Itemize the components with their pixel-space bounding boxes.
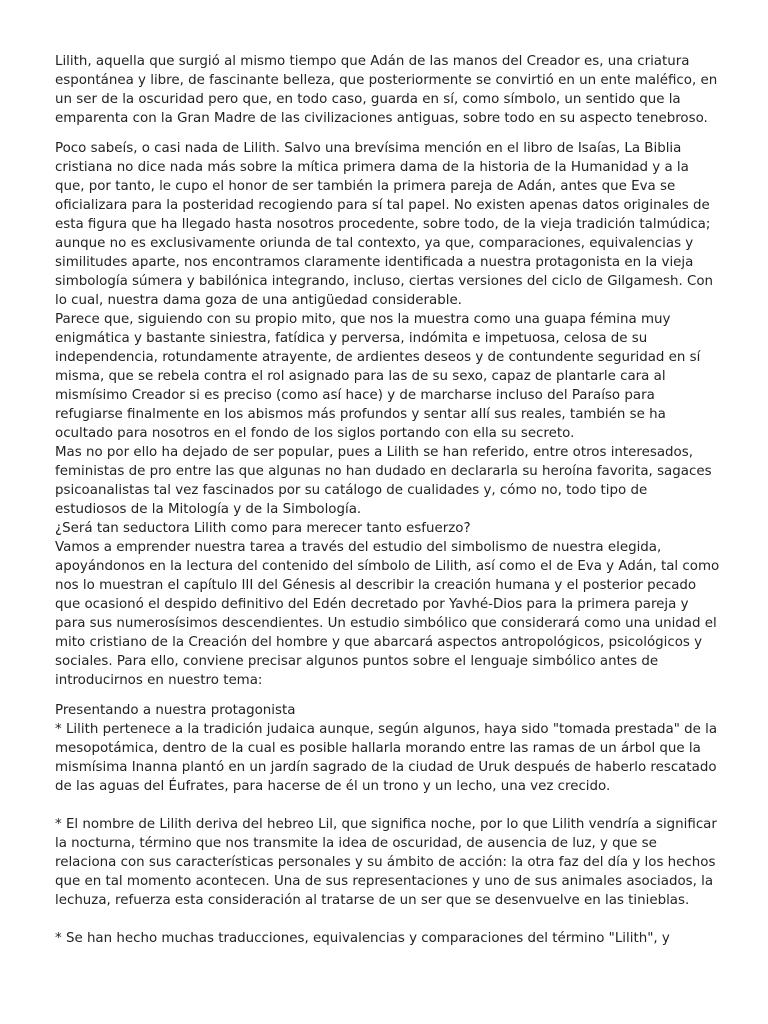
paragraph-poco-sabeis: Poco sabeís, o casi nada de Lilith. Salvo una brevísima mención en el libro de Isaías, La Biblia cristiana no dice nada más sobre la mítica primera dama de la historia de la Humanidad y a la que, por tanto, le cupo el honor de ser también la primera pareja de Adán, antes que Eva se oficializara para la posteridad recogiendo para sí tal papel. No existen apenas datos originales de esta figura que ha llegado hasta nosotros procedente, sobre todo, de la vieja tradición talmúdica; aunque no es exclusivamente oriunda de tal contexto, ya que, comparaciones, equivalencias y similitudes aparte, nos encontramos claramente identificada a nuestra protagonista en la vieja simbología súmera y babilónica integrando, incluso, ciertas versiones del ciclo de Gilgamesh. Con lo cual, nuestra dama goza de una antigüedad considerable. [55,141,714,308]
paragraph-mas-no: Mas no por ello ha dejado de ser popular, pues a Lilith se han referido, entre otros interesados, feministas de pro entre las que algunas no han dudado en declararla su heroína favorita, sagaces psicoanalistas tal vez fascinados por su catálogo de cualidades y, cómo no, todo tipo de estudiosos de la Mitología y de la Simbología. [55,445,712,517]
bullet-tradicion: * Lilith pertenece a la tradición judaica aunque, según algunos, haya sido "tomada prestada" de la mesopotámica, dentro de la cual es posible hallarla morando entre las ramas de un árbol que la mismísima Inanna plantó en un jardín sagrado de la ciudad de Uruk después de haberlo rescatado de las aguas del Éufrates, para hacerse de él un trono y un lecho, una vez crecido. [55,722,718,794]
paragraph-question: ¿Será tan seductora Lilith como para merecer tanto esfuerzo? [55,521,471,536]
bullet-nombre: * El nombre de Lilith deriva del hebreo Lil, que significa noche, por lo que Lilith vendría a significar la nocturna, término que nos transmite la idea de oscuridad, de ausencia de luz, y que se relaciona con sus características personales y su ámbito de acción: la otra faz del día y los hechos que en tal momento acontecen. Una de sus representaciones y uno de sus animales asociados, la lechuza, refuerza esta consideración al tratarse de un ser que se desenvuelve en las tinieblas. [55,817,717,908]
paragraph-parece-que: Parece que, siguiendo con su propio mito, que nos la muestra como una guapa fémina muy enigmática y bastante siniestra, fatídica y perversa, indómita e impetuosa, celosa de su independencia, rotundamente atrayente, de ardientes deseos y de contundente seguridad en sí misma, que se rebela contra el rol asignado para las de su sexo, capaz de plantarle cara al mismísimo Creador si es preciso (como así hace) y de marcharse incluso del Paraíso para refugiarse finalmente en los abismos más profundos y sentar allí sus reales, también se ha ocultado para nosotros en el fondo de los siglos portando con ella su secreto. [55,312,701,441]
section-heading: Presentando a nuestra protagonista [55,703,296,718]
bullet-traducciones: * Se han hecho muchas traducciones, equivalencias y comparaciones del término "Lilith", y [55,931,670,946]
paragraph-vamos: Vamos a emprender nuestra tarea a través del estudio del simbolismo de nuestra elegida, apoyándonos en la lectura del contenido del símbolo de Lilith, así como el de Eva y Adán, tal como nos lo muestran el capítulo III del Génesis al describir la creación humana y el posterior pecado que ocasionó el despido definitivo del Edén decretado por Yavhé-Dios para la primera pareja y para sus numerosísimos descendientes. Un estudio simbólico que considerará como una unidad el mito cristiano de la Creación del hombre y que abarcará aspectos antropológicos, psicológicos y sociales. Para ello, conviene precisar algunos puntos sobre el lenguaje simbólico antes de introducirnos en nuestro tema: [55,540,720,688]
document-body [55,52,720,948]
paragraph-intro: Lilith, aquella que surgió al mismo tiempo que Adán de las manos del Creador es, una criatura espontánea y libre, de fascinante belleza, que posteriormente se convirtió en un ente maléfico, en un ser de la oscuridad pero que, en todo caso, guarda en sí, como símbolo, un sentido que la emparenta con la Gran Madre de las civilizaciones antiguas, sobre todo en su aspecto tenebroso. [55,54,718,126]
